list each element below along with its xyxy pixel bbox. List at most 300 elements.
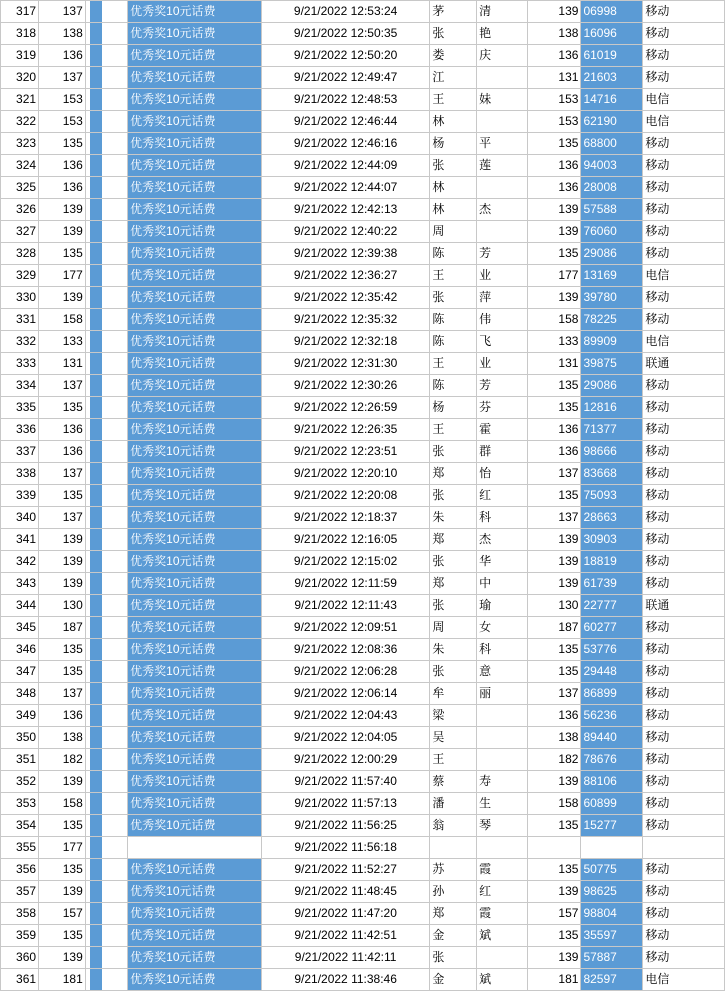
databar-cell[interactable] (85, 925, 127, 947)
table-row[interactable] (1, 793, 725, 815)
databar-cell[interactable] (85, 331, 127, 353)
given-name-cell[interactable]: 芬 (477, 397, 528, 419)
timestamp-cell[interactable]: 9/21/2022 12:40:22 (261, 221, 429, 243)
row-number-cell[interactable]: 357 (1, 881, 39, 903)
amount-cell[interactable]: 137 (39, 683, 86, 705)
prize-cell[interactable]: 优秀奖10元话费 (128, 507, 262, 529)
row-number-cell[interactable]: 345 (1, 617, 39, 639)
amount-cell[interactable]: 139 (39, 947, 86, 969)
row-number-cell[interactable]: 344 (1, 595, 39, 617)
table-row[interactable] (1, 419, 725, 441)
amount-cell[interactable]: 135 (39, 485, 86, 507)
code-cell[interactable]: 29086 (581, 375, 643, 397)
surname-cell[interactable]: 周 (430, 617, 477, 639)
amount-cell[interactable]: 139 (39, 199, 86, 221)
carrier-cell[interactable]: 电信 (643, 265, 725, 287)
code-cell[interactable]: 50775 (581, 859, 643, 881)
given-name-cell[interactable] (477, 947, 528, 969)
databar-cell[interactable] (85, 155, 127, 177)
carrier-cell[interactable]: 移动 (643, 177, 725, 199)
amount2-cell[interactable]: 136 (528, 705, 581, 727)
row-number-cell[interactable]: 318 (1, 23, 39, 45)
code-cell[interactable]: 82597 (581, 969, 643, 991)
timestamp-cell[interactable]: 9/21/2022 12:08:36 (261, 639, 429, 661)
amount2-cell[interactable]: 177 (528, 265, 581, 287)
code-cell[interactable]: 68800 (581, 133, 643, 155)
amount-cell[interactable]: 139 (39, 881, 86, 903)
amount2-cell[interactable]: 135 (528, 243, 581, 265)
timestamp-cell[interactable]: 9/21/2022 12:44:09 (261, 155, 429, 177)
code-cell[interactable]: 60277 (581, 617, 643, 639)
table-row[interactable] (1, 309, 725, 331)
given-name-cell[interactable]: 艳 (477, 23, 528, 45)
row-number-cell[interactable]: 361 (1, 969, 39, 991)
timestamp-cell[interactable]: 9/21/2022 12:36:27 (261, 265, 429, 287)
table-row[interactable] (1, 375, 725, 397)
prize-cell[interactable]: 优秀奖10元话费 (128, 1, 262, 23)
table-row[interactable] (1, 859, 725, 881)
databar-cell[interactable] (85, 771, 127, 793)
code-cell[interactable]: 78225 (581, 309, 643, 331)
row-number-cell[interactable]: 341 (1, 529, 39, 551)
prize-cell[interactable]: 优秀奖10元话费 (128, 67, 262, 89)
given-name-cell[interactable]: 庆 (477, 45, 528, 67)
amount-cell[interactable]: 135 (39, 925, 86, 947)
timestamp-cell[interactable]: 9/21/2022 12:16:05 (261, 529, 429, 551)
prize-cell[interactable]: 优秀奖10元话费 (128, 859, 262, 881)
row-number-cell[interactable]: 355 (1, 837, 39, 859)
code-cell[interactable]: 28008 (581, 177, 643, 199)
row-number-cell[interactable]: 359 (1, 925, 39, 947)
timestamp-cell[interactable]: 9/21/2022 11:57:13 (261, 793, 429, 815)
prize-cell[interactable]: 优秀奖10元话费 (128, 529, 262, 551)
given-name-cell[interactable]: 芳 (477, 243, 528, 265)
amount-cell[interactable]: 136 (39, 45, 86, 67)
amount-cell[interactable]: 139 (39, 287, 86, 309)
timestamp-cell[interactable]: 9/21/2022 11:52:27 (261, 859, 429, 881)
surname-cell[interactable]: 郑 (430, 529, 477, 551)
databar-cell[interactable] (85, 551, 127, 573)
code-cell[interactable]: 29448 (581, 661, 643, 683)
code-cell[interactable]: 76060 (581, 221, 643, 243)
table-row[interactable] (1, 133, 725, 155)
given-name-cell[interactable] (477, 749, 528, 771)
table-row[interactable] (1, 529, 725, 551)
databar-cell[interactable] (85, 287, 127, 309)
timestamp-cell[interactable]: 9/21/2022 12:09:51 (261, 617, 429, 639)
row-number-cell[interactable]: 348 (1, 683, 39, 705)
amount2-cell[interactable]: 135 (528, 375, 581, 397)
surname-cell[interactable]: 杨 (430, 133, 477, 155)
prize-cell[interactable]: 优秀奖10元话费 (128, 243, 262, 265)
code-cell[interactable]: 62190 (581, 111, 643, 133)
timestamp-cell[interactable]: 9/21/2022 12:11:59 (261, 573, 429, 595)
amount2-cell[interactable]: 135 (528, 133, 581, 155)
table-row[interactable] (1, 23, 725, 45)
timestamp-cell[interactable]: 9/21/2022 12:04:43 (261, 705, 429, 727)
prize-cell[interactable]: 优秀奖10元话费 (128, 595, 262, 617)
given-name-cell[interactable]: 平 (477, 133, 528, 155)
amount2-cell[interactable]: 136 (528, 419, 581, 441)
prize-cell[interactable]: 优秀奖10元话费 (128, 45, 262, 67)
given-name-cell[interactable]: 霞 (477, 859, 528, 881)
row-number-cell[interactable]: 360 (1, 947, 39, 969)
amount2-cell[interactable]: 139 (528, 881, 581, 903)
given-name-cell[interactable]: 丽 (477, 683, 528, 705)
databar-cell[interactable] (85, 309, 127, 331)
given-name-cell[interactable]: 科 (477, 507, 528, 529)
amount-cell[interactable]: 135 (39, 133, 86, 155)
code-cell[interactable]: 71377 (581, 419, 643, 441)
timestamp-cell[interactable]: 9/21/2022 12:18:37 (261, 507, 429, 529)
surname-cell[interactable]: 陈 (430, 375, 477, 397)
given-name-cell[interactable]: 斌 (477, 969, 528, 991)
code-cell[interactable]: 61019 (581, 45, 643, 67)
surname-cell[interactable]: 王 (430, 749, 477, 771)
databar-cell[interactable] (85, 837, 127, 859)
timestamp-cell[interactable]: 9/21/2022 11:47:20 (261, 903, 429, 925)
timestamp-cell[interactable]: 9/21/2022 12:50:20 (261, 45, 429, 67)
table-row[interactable] (1, 221, 725, 243)
table-row[interactable] (1, 925, 725, 947)
surname-cell[interactable] (430, 837, 477, 859)
code-cell[interactable]: 89909 (581, 331, 643, 353)
code-cell[interactable]: 83668 (581, 463, 643, 485)
timestamp-cell[interactable]: 9/21/2022 11:57:40 (261, 771, 429, 793)
carrier-cell[interactable]: 移动 (643, 815, 725, 837)
given-name-cell[interactable]: 芳 (477, 375, 528, 397)
prize-cell[interactable]: 优秀奖10元话费 (128, 287, 262, 309)
row-number-cell[interactable]: 335 (1, 397, 39, 419)
databar-cell[interactable] (85, 1, 127, 23)
surname-cell[interactable]: 张 (430, 23, 477, 45)
amount2-cell[interactable]: 153 (528, 111, 581, 133)
carrier-cell[interactable]: 移动 (643, 309, 725, 331)
amount-cell[interactable]: 153 (39, 111, 86, 133)
amount-cell[interactable]: 135 (39, 815, 86, 837)
timestamp-cell[interactable]: 9/21/2022 12:26:35 (261, 419, 429, 441)
code-cell[interactable]: 18819 (581, 551, 643, 573)
table-row[interactable] (1, 771, 725, 793)
surname-cell[interactable]: 张 (430, 595, 477, 617)
carrier-cell[interactable]: 移动 (643, 199, 725, 221)
table-row[interactable] (1, 67, 725, 89)
table-row[interactable] (1, 111, 725, 133)
prize-cell[interactable]: 优秀奖10元话费 (128, 23, 262, 45)
databar-cell[interactable] (85, 419, 127, 441)
prize-cell[interactable]: 优秀奖10元话费 (128, 441, 262, 463)
surname-cell[interactable]: 苏 (430, 859, 477, 881)
prize-cell[interactable]: 优秀奖10元话费 (128, 89, 262, 111)
row-number-cell[interactable]: 349 (1, 705, 39, 727)
code-cell[interactable]: 53776 (581, 639, 643, 661)
surname-cell[interactable]: 林 (430, 199, 477, 221)
amount-cell[interactable]: 136 (39, 419, 86, 441)
table-row[interactable] (1, 881, 725, 903)
databar-cell[interactable] (85, 793, 127, 815)
table-row[interactable] (1, 441, 725, 463)
code-cell[interactable]: 94003 (581, 155, 643, 177)
databar-cell[interactable] (85, 683, 127, 705)
databar-cell[interactable] (85, 89, 127, 111)
surname-cell[interactable]: 杨 (430, 397, 477, 419)
carrier-cell[interactable]: 移动 (643, 133, 725, 155)
table-row[interactable] (1, 485, 725, 507)
code-cell[interactable]: 78676 (581, 749, 643, 771)
amount2-cell[interactable]: 157 (528, 903, 581, 925)
given-name-cell[interactable]: 妹 (477, 89, 528, 111)
code-cell[interactable]: 13169 (581, 265, 643, 287)
table-row[interactable] (1, 815, 725, 837)
given-name-cell[interactable]: 萍 (477, 287, 528, 309)
table-row[interactable] (1, 683, 725, 705)
databar-cell[interactable] (85, 23, 127, 45)
amount2-cell[interactable]: 137 (528, 507, 581, 529)
amount2-cell[interactable]: 135 (528, 859, 581, 881)
timestamp-cell[interactable]: 9/21/2022 11:42:11 (261, 947, 429, 969)
given-name-cell[interactable]: 生 (477, 793, 528, 815)
code-cell[interactable]: 86899 (581, 683, 643, 705)
prize-cell[interactable]: 优秀奖10元话费 (128, 727, 262, 749)
carrier-cell[interactable]: 联通 (643, 353, 725, 375)
carrier-cell[interactable]: 移动 (643, 45, 725, 67)
prize-cell[interactable]: 优秀奖10元话费 (128, 661, 262, 683)
surname-cell[interactable]: 梁 (430, 705, 477, 727)
carrier-cell[interactable]: 移动 (643, 617, 725, 639)
carrier-cell[interactable]: 移动 (643, 661, 725, 683)
row-number-cell[interactable]: 346 (1, 639, 39, 661)
amount2-cell[interactable]: 158 (528, 793, 581, 815)
given-name-cell[interactable]: 清 (477, 1, 528, 23)
prize-cell[interactable]: 优秀奖10元话费 (128, 573, 262, 595)
row-number-cell[interactable]: 326 (1, 199, 39, 221)
timestamp-cell[interactable]: 9/21/2022 11:38:46 (261, 969, 429, 991)
databar-cell[interactable] (85, 661, 127, 683)
amount2-cell[interactable]: 158 (528, 309, 581, 331)
carrier-cell[interactable]: 移动 (643, 947, 725, 969)
row-number-cell[interactable]: 356 (1, 859, 39, 881)
surname-cell[interactable]: 郑 (430, 903, 477, 925)
carrier-cell[interactable]: 移动 (643, 23, 725, 45)
prize-cell[interactable]: 优秀奖10元话费 (128, 309, 262, 331)
amount2-cell[interactable]: 137 (528, 463, 581, 485)
given-name-cell[interactable] (477, 111, 528, 133)
amount-cell[interactable]: 137 (39, 463, 86, 485)
surname-cell[interactable]: 陈 (430, 331, 477, 353)
amount-cell[interactable]: 182 (39, 749, 86, 771)
surname-cell[interactable]: 陈 (430, 243, 477, 265)
timestamp-cell[interactable]: 9/21/2022 12:48:53 (261, 89, 429, 111)
table-row[interactable] (1, 969, 725, 991)
amount2-cell[interactable]: 153 (528, 89, 581, 111)
amount2-cell[interactable]: 133 (528, 331, 581, 353)
code-cell[interactable]: 29086 (581, 243, 643, 265)
surname-cell[interactable]: 娄 (430, 45, 477, 67)
carrier-cell[interactable]: 移动 (643, 463, 725, 485)
row-number-cell[interactable]: 328 (1, 243, 39, 265)
amount-cell[interactable]: 135 (39, 243, 86, 265)
carrier-cell[interactable]: 移动 (643, 243, 725, 265)
prize-cell[interactable]: 优秀奖10元话费 (128, 463, 262, 485)
code-cell[interactable]: 98666 (581, 441, 643, 463)
given-name-cell[interactable]: 业 (477, 265, 528, 287)
prize-cell[interactable]: 优秀奖10元话费 (128, 639, 262, 661)
databar-cell[interactable] (85, 199, 127, 221)
databar-cell[interactable] (85, 397, 127, 419)
row-number-cell[interactable]: 338 (1, 463, 39, 485)
surname-cell[interactable]: 林 (430, 177, 477, 199)
databar-cell[interactable] (85, 375, 127, 397)
amount2-cell[interactable]: 139 (528, 551, 581, 573)
amount2-cell[interactable]: 137 (528, 683, 581, 705)
carrier-cell[interactable]: 移动 (643, 639, 725, 661)
amount2-cell[interactable]: 135 (528, 639, 581, 661)
timestamp-cell[interactable]: 9/21/2022 12:06:14 (261, 683, 429, 705)
databar-cell[interactable] (85, 595, 127, 617)
code-cell[interactable]: 39780 (581, 287, 643, 309)
surname-cell[interactable]: 朱 (430, 507, 477, 529)
code-cell[interactable]: 21603 (581, 67, 643, 89)
databar-cell[interactable] (85, 441, 127, 463)
surname-cell[interactable]: 吴 (430, 727, 477, 749)
databar-cell[interactable] (85, 133, 127, 155)
timestamp-cell[interactable]: 9/21/2022 12:00:29 (261, 749, 429, 771)
prize-cell[interactable]: 优秀奖10元话费 (128, 551, 262, 573)
prize-cell[interactable]: 优秀奖10元话费 (128, 947, 262, 969)
amount2-cell[interactable]: 135 (528, 397, 581, 419)
table-row[interactable] (1, 617, 725, 639)
prize-cell[interactable]: 优秀奖10元话费 (128, 419, 262, 441)
timestamp-cell[interactable]: 9/21/2022 12:11:43 (261, 595, 429, 617)
databar-cell[interactable] (85, 67, 127, 89)
given-name-cell[interactable] (477, 221, 528, 243)
row-number-cell[interactable]: 324 (1, 155, 39, 177)
surname-cell[interactable]: 张 (430, 661, 477, 683)
databar-cell[interactable] (85, 859, 127, 881)
amount2-cell[interactable]: 136 (528, 155, 581, 177)
databar-cell[interactable] (85, 617, 127, 639)
given-name-cell[interactable]: 红 (477, 485, 528, 507)
table-row[interactable] (1, 595, 725, 617)
amount2-cell[interactable]: 139 (528, 947, 581, 969)
databar-cell[interactable] (85, 353, 127, 375)
timestamp-cell[interactable]: 9/21/2022 12:35:42 (261, 287, 429, 309)
amount-cell[interactable]: 136 (39, 705, 86, 727)
databar-cell[interactable] (85, 881, 127, 903)
surname-cell[interactable]: 茅 (430, 1, 477, 23)
amount-cell[interactable]: 130 (39, 595, 86, 617)
carrier-cell[interactable]: 移动 (643, 1, 725, 23)
amount-cell[interactable]: 181 (39, 969, 86, 991)
timestamp-cell[interactable]: 9/21/2022 11:48:45 (261, 881, 429, 903)
amount2-cell[interactable]: 130 (528, 595, 581, 617)
prize-cell[interactable]: 优秀奖10元话费 (128, 265, 262, 287)
carrier-cell[interactable]: 移动 (643, 573, 725, 595)
row-number-cell[interactable]: 322 (1, 111, 39, 133)
surname-cell[interactable]: 牟 (430, 683, 477, 705)
databar-cell[interactable] (85, 507, 127, 529)
databar-cell[interactable] (85, 749, 127, 771)
table-row[interactable] (1, 89, 725, 111)
table-row[interactable] (1, 155, 725, 177)
amount2-cell[interactable]: 138 (528, 727, 581, 749)
databar-cell[interactable] (85, 727, 127, 749)
code-cell[interactable] (581, 837, 643, 859)
prize-cell[interactable]: 优秀奖10元话费 (128, 177, 262, 199)
code-cell[interactable]: 56236 (581, 705, 643, 727)
surname-cell[interactable]: 林 (430, 111, 477, 133)
row-number-cell[interactable]: 320 (1, 67, 39, 89)
table-row[interactable] (1, 573, 725, 595)
amount-cell[interactable]: 139 (39, 221, 86, 243)
code-cell[interactable]: 30903 (581, 529, 643, 551)
prize-cell[interactable]: 优秀奖10元话费 (128, 881, 262, 903)
given-name-cell[interactable]: 斌 (477, 925, 528, 947)
prize-cell[interactable] (128, 837, 262, 859)
amount2-cell[interactable]: 136 (528, 45, 581, 67)
table-row[interactable] (1, 397, 725, 419)
table-row[interactable] (1, 903, 725, 925)
row-number-cell[interactable]: 347 (1, 661, 39, 683)
timestamp-cell[interactable]: 9/21/2022 12:44:07 (261, 177, 429, 199)
databar-cell[interactable] (85, 265, 127, 287)
table-row[interactable] (1, 463, 725, 485)
table-row[interactable] (1, 199, 725, 221)
given-name-cell[interactable]: 飞 (477, 331, 528, 353)
table-row[interactable] (1, 661, 725, 683)
surname-cell[interactable]: 蔡 (430, 771, 477, 793)
amount2-cell[interactable]: 181 (528, 969, 581, 991)
amount-cell[interactable]: 158 (39, 793, 86, 815)
carrier-cell[interactable]: 移动 (643, 507, 725, 529)
carrier-cell[interactable]: 移动 (643, 881, 725, 903)
amount2-cell[interactable]: 135 (528, 815, 581, 837)
timestamp-cell[interactable]: 9/21/2022 12:26:59 (261, 397, 429, 419)
code-cell[interactable]: 61739 (581, 573, 643, 595)
code-cell[interactable]: 15277 (581, 815, 643, 837)
given-name-cell[interactable] (477, 177, 528, 199)
row-number-cell[interactable]: 331 (1, 309, 39, 331)
timestamp-cell[interactable]: 9/21/2022 12:20:08 (261, 485, 429, 507)
prize-cell[interactable]: 优秀奖10元话费 (128, 815, 262, 837)
surname-cell[interactable]: 张 (430, 441, 477, 463)
given-name-cell[interactable]: 霞 (477, 903, 528, 925)
given-name-cell[interactable]: 女 (477, 617, 528, 639)
surname-cell[interactable]: 金 (430, 969, 477, 991)
code-cell[interactable]: 57588 (581, 199, 643, 221)
amount2-cell[interactable]: 139 (528, 199, 581, 221)
carrier-cell[interactable]: 移动 (643, 419, 725, 441)
table-row[interactable] (1, 1, 725, 23)
surname-cell[interactable]: 张 (430, 287, 477, 309)
amount-cell[interactable]: 153 (39, 89, 86, 111)
timestamp-cell[interactable]: 9/21/2022 12:53:24 (261, 1, 429, 23)
amount-cell[interactable]: 133 (39, 331, 86, 353)
surname-cell[interactable]: 潘 (430, 793, 477, 815)
given-name-cell[interactable]: 瑜 (477, 595, 528, 617)
given-name-cell[interactable] (477, 837, 528, 859)
surname-cell[interactable]: 陈 (430, 309, 477, 331)
timestamp-cell[interactable]: 9/21/2022 12:06:28 (261, 661, 429, 683)
prize-cell[interactable]: 优秀奖10元话费 (128, 353, 262, 375)
carrier-cell[interactable]: 电信 (643, 331, 725, 353)
amount2-cell[interactable]: 131 (528, 353, 581, 375)
carrier-cell[interactable]: 移动 (643, 793, 725, 815)
carrier-cell[interactable]: 移动 (643, 155, 725, 177)
carrier-cell[interactable]: 移动 (643, 859, 725, 881)
row-number-cell[interactable]: 329 (1, 265, 39, 287)
surname-cell[interactable]: 郑 (430, 573, 477, 595)
